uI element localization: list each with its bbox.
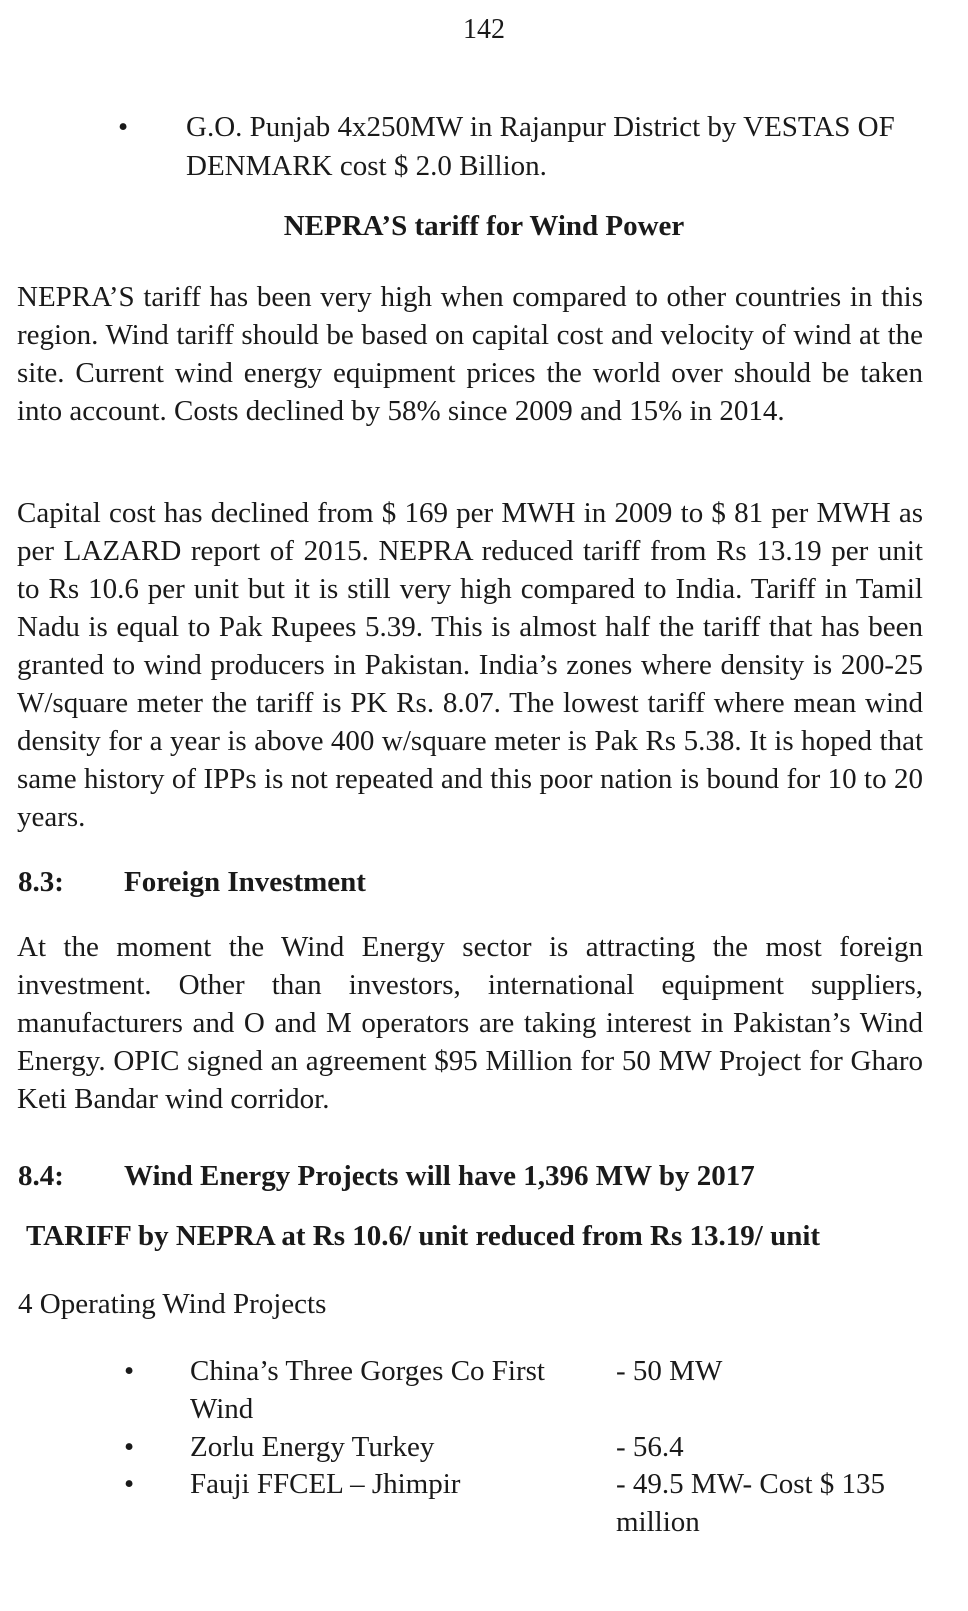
paragraph-nepra-tariff-intro: NEPRA’S tariff has been very high when compared to other countries in this region. Wind tariff should be based on capital cost and velocity of wind at the site. Current wind energy equipment prices the world over should be taken into account. Costs declined by 58% since 2009 and 15% in 2014. [17,281,923,427]
page-number: 142 [463,14,505,45]
project-name: Zorlu Energy Turkey [190,1431,435,1463]
bullet-icon: • [124,1431,135,1463]
operating-projects-label: 4 Operating Wind Projects [18,1288,327,1320]
section-number: 8.3: [18,866,64,898]
project-capacity: - 49.5 MW- Cost $ 135 million [616,1468,886,1538]
paragraph-foreign-investment: At the moment the Wind Energy sector is attracting the most foreign investment. Other than investors, international equipment suppliers, manufacturers and O and M operators are taking interest in Pakistan’s Wind Energy. OPIC signed an agreement $95 Million for 50 MW Project for Gharo Keti Bandar wind corridor. [17,931,923,1115]
section-number: 8.4: [18,1160,64,1192]
project-name: Fauji FFCEL – Jhimpir [190,1468,461,1500]
project-capacity: - 50 MW [616,1355,723,1387]
bullet-icon: • [124,1468,135,1500]
tariff-heading: TARIFF by NEPRA at Rs 10.6/ unit reduced from Rs 13.19/ unit [26,1220,821,1252]
paragraph-capital-cost: Capital cost has declined from $ 169 per MWH in 2009 to $ 81 per MWH as per LAZARD report of 2015. NEPRA reduced tariff from Rs 13.19 per unit to Rs 10.6 per unit but it is still very high compared to India. Tariff in Tamil Nadu is equal to Pak Rupees 5.39. This is almost half the tariff that has been granted to wind producers in Pakistan. India’s zones where density is 200-25 W/square meter the tariff is PK Rs. 8.07. The lowest tariff where mean wind density for a year is above 400 w/square meter is Pak Rs 5.38. It is hoped that same history of IPPs is not repeated and this poor nation is bound for 10 to 20 years. [17,497,923,833]
bullet-icon: • [118,111,129,143]
bullet-icon: • [124,1355,135,1387]
project-name: China’s Three Gorges Co First Wind [190,1355,545,1425]
list-item-text: G.O. Punjab 4x250MW in Rajanpur District by VESTAS OF DENMARK cost $ 2.0 Billion. [186,111,895,182]
project-capacity: - 56.4 [616,1431,684,1463]
section-heading-nepra-tariff: NEPRA’S tariff for Wind Power [283,210,685,242]
section-title: Wind Energy Projects will have 1,396 MW by 2017 [124,1160,755,1192]
section-title: Foreign Investment [124,866,366,898]
